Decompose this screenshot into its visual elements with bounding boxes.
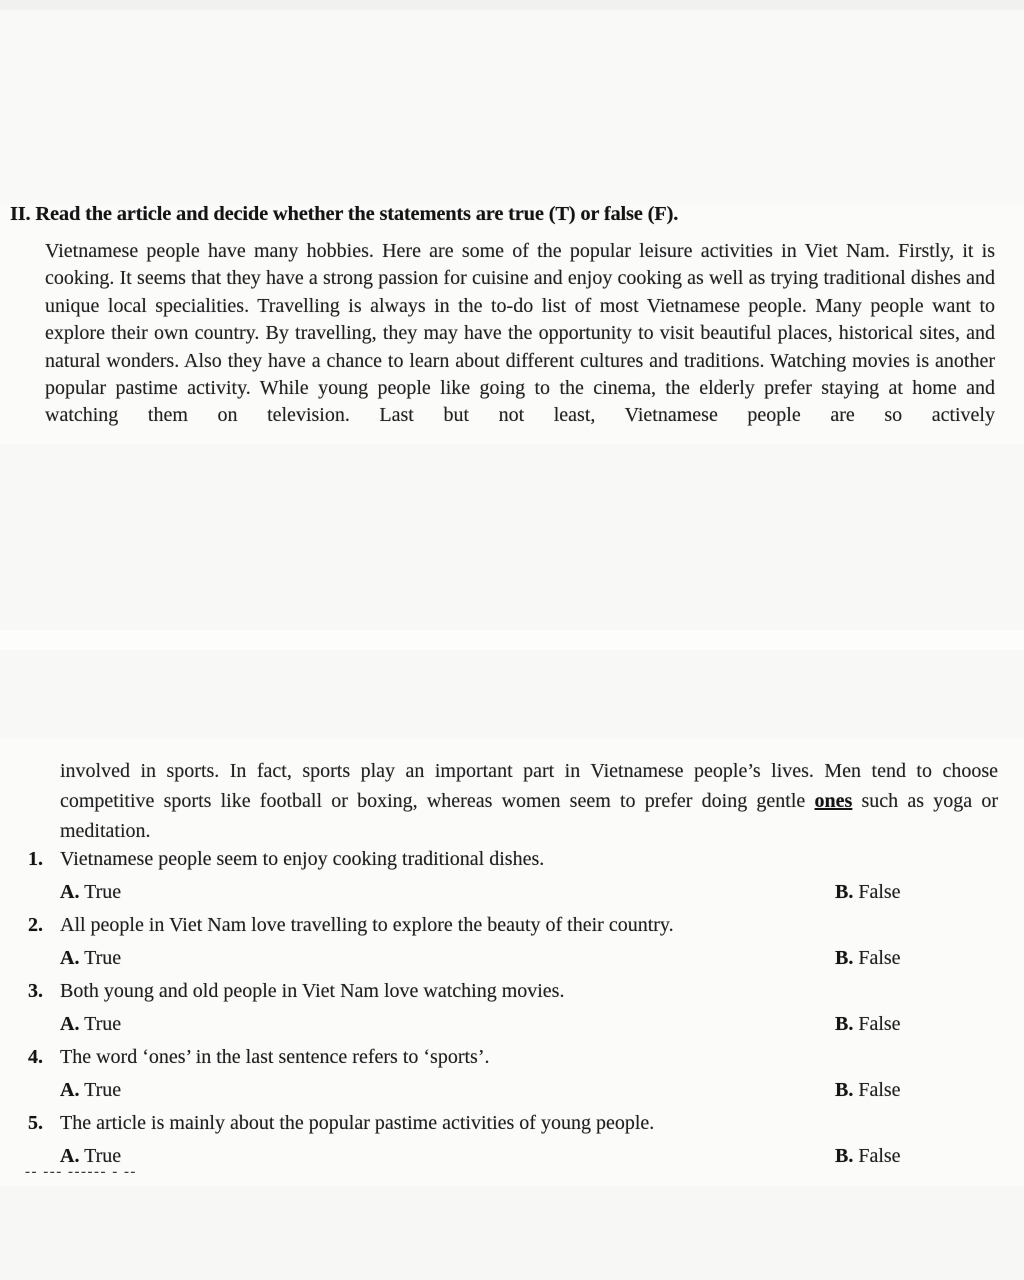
underlined-keyword-ones: ones xyxy=(814,790,853,812)
question-item-3 xyxy=(0,975,1024,1041)
question-options xyxy=(0,1008,1024,1041)
question-number: 2. xyxy=(28,914,43,936)
question-text: The article is mainly about the popular pastime activities of young people. xyxy=(60,1112,655,1134)
question-text: The word ‘ones’ in the last sentence refers to ‘sports’. xyxy=(60,1046,490,1068)
article-paragraph-2-text-end: such as yoga or meditation. xyxy=(60,790,998,842)
section-heading: II. Read the article and decide whether the statements are true (T) or false (F). xyxy=(10,203,679,225)
option-b-text: False xyxy=(858,881,901,903)
question-options xyxy=(0,1140,1024,1173)
background-band-middle-b xyxy=(0,650,1024,738)
option-b-label: B. xyxy=(835,1145,854,1167)
option-b xyxy=(835,1008,901,1041)
option-b xyxy=(835,1140,901,1173)
option-b-text: False xyxy=(858,1013,901,1035)
option-b xyxy=(835,1074,901,1107)
question-number: 4. xyxy=(28,1046,43,1068)
option-b-text: False xyxy=(858,947,901,969)
option-a-text: True xyxy=(84,1145,122,1167)
question-statement xyxy=(0,909,1024,942)
background-band-bottom xyxy=(0,1186,1024,1280)
question-text: All people in Viet Nam love travelling to explore the beauty of their country. xyxy=(60,914,674,936)
question-statement xyxy=(0,1041,1024,1074)
option-b-label: B. xyxy=(835,1079,854,1101)
option-b-label: B. xyxy=(835,881,854,903)
option-b-text: False xyxy=(858,1079,901,1101)
handwritten-dash-marks: -- --- ------ - -- xyxy=(25,1164,137,1180)
question-item-4 xyxy=(0,1041,1024,1107)
option-a-text: True xyxy=(84,1079,122,1101)
question-number: 3. xyxy=(28,980,43,1002)
background-band-upper xyxy=(0,10,1024,205)
option-a-text: True xyxy=(84,881,122,903)
true-false-question-list xyxy=(0,843,1024,1173)
option-a-label: A. xyxy=(60,881,80,903)
option-a xyxy=(60,942,121,975)
background-band-middle-a xyxy=(0,444,1024,630)
question-text: Vietnamese people seem to enjoy cooking traditional dishes. xyxy=(60,848,545,870)
question-item-5 xyxy=(0,1107,1024,1173)
option-a xyxy=(60,876,121,909)
question-options xyxy=(0,876,1024,909)
question-text: Both young and old people in Viet Nam love watching movies. xyxy=(60,980,565,1002)
question-options xyxy=(0,1074,1024,1107)
article-paragraph-2 xyxy=(60,756,998,846)
question-item-1 xyxy=(0,843,1024,909)
background-band-top xyxy=(0,0,1024,10)
background-band-middle-light xyxy=(0,630,1024,650)
article-paragraph-2-text: involved in sports. In fact, sports play an important part in Vietnamese people’s lives. Men tend to choose competitive sports like football or boxing, whereas women seem to prefer doing gentle xyxy=(60,760,998,812)
option-b-text: False xyxy=(858,1145,901,1167)
question-statement xyxy=(0,975,1024,1008)
question-statement xyxy=(0,1107,1024,1140)
option-a-label: A. xyxy=(60,1079,80,1101)
option-b xyxy=(835,942,901,975)
option-b xyxy=(835,876,901,909)
question-number: 5. xyxy=(28,1112,43,1134)
option-a-label: A. xyxy=(60,1013,80,1035)
option-a-text: True xyxy=(84,1013,122,1035)
option-a-label: A. xyxy=(60,1145,80,1167)
option-a-text: True xyxy=(84,947,122,969)
question-number: 1. xyxy=(28,848,43,870)
option-b-label: B. xyxy=(835,947,854,969)
question-item-2 xyxy=(0,909,1024,975)
article-paragraph-1: Vietnamese people have many hobbies. Here are some of the popular leisure activities in Viet Nam. Firstly, it is cooking. It seems that they have a strong passion for cuisine and enjoy cooking as well as trying traditional dishes and unique local specialities. Travelling is always in the to-do list of most Vietnamese people. Many people want to explore their own country. By travelling, they may have the opportunity to visit beautiful places, historical sites, and natural wonders. Also they have a chance to learn about different cultures and traditions. Watching movies is another popular pastime activity. While young people like going to the cinema, the elderly prefer staying at home and watching them on television. Last but not least, Vietnamese people are so actively xyxy=(45,240,995,427)
option-a xyxy=(60,1074,121,1107)
question-options xyxy=(0,942,1024,975)
question-statement xyxy=(0,843,1024,876)
option-a-label: A. xyxy=(60,947,80,969)
option-b-label: B. xyxy=(835,1013,854,1035)
option-a xyxy=(60,1008,121,1041)
